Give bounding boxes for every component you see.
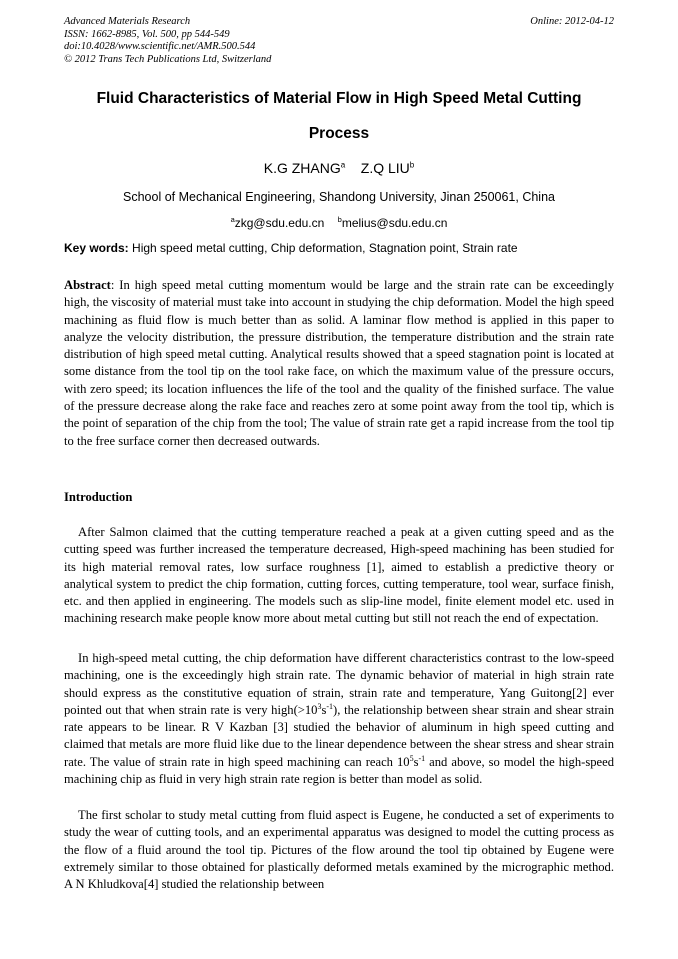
superscript: 5 (409, 753, 414, 763)
section-heading: Introduction (64, 490, 133, 504)
keywords-text: High speed metal cutting, Chip deformation, Stagnation point, Strain rate (132, 241, 518, 255)
paragraph-text: s (321, 702, 327, 717)
paragraph: After Salmon claimed that the cutting temperature reached a peak at a given cutting speed and as the cutting speed was further increased the temperature decreased, High-speed machining has been studied for its high material removal rates, low surface roughness [1], aimed to establish a predictive theory or analytical system to predict the chip formation, cutting forces, cutting temperature, tool wear, surface finish, etc. and then applied in engineering. The models such as slip-line model, finite element model etc. used in machining research make people know more about metal cutting but still not reach the end of expectation. (64, 525, 614, 626)
paragraph-text: and above, so model the high-speed machining chip as fluid in very high strain rate region is better than model as solid. (64, 754, 614, 787)
author-emails (64, 215, 614, 230)
author-list (64, 160, 614, 176)
email-link[interactable]: melius@sdu.edu.cn (341, 216, 448, 230)
paper-title-line1: Fluid Characteristics of Material Flow in High Speed Metal Cutting (96, 90, 582, 107)
paragraph-text: s (413, 754, 419, 769)
abstract-text: : In high speed metal cutting momentum would be large and the strain rate can be exceedingly high, the viscosity of material must take into account in studying the chip deformation. Model the high speed machining as fluid flow is much better than as solid. A laminar flow method is applied in this paper to analyze the velocity distribution, the pressure distribution, the temperature distribution and the strain rate distribution of high speed metal cutting. Analytical results showed that a speed stagnation point is located at some distance from the tool tip on the tool rake face, on which the maximum value of the pressure occurs, with zero speed; its location influences the life of the tool and the quality of the finished surface. The value of the pressure decrease along the rake face and reaches zero at some point away from the tool tip, which is the point of separation of the chip from the tool; The value of strain rate get a rapid increase from the tool tip to the free surface corner then decreased outwards. (64, 278, 614, 448)
doi-line: doi:10.4028/www.scientific.net/AMR.500.544 (64, 41, 256, 52)
abstract-label: Abstract (64, 278, 111, 292)
email-mark: a (230, 215, 235, 224)
journal-name: Advanced Materials Research (64, 16, 191, 27)
paper-title-line2: Process (308, 125, 370, 142)
paragraph: The first scholar to study metal cutting from fluid aspect is Eugene, he conducted a set of experiments to study the wear of cutting tools, and an experimental apparatus was designed to model the cutting process as the flow of a fluid around the tool tip. Pictures of the flow around the tool tip obtained by Eugene were extremely similar to those obtained for plastically deformed metals examined by the micrographic method. A N Khludkova[4] studied the relationship between (64, 808, 614, 892)
copyright-line: © 2012 Trans Tech Publications Ltd, Switzerland (64, 53, 272, 65)
superscript: -1 (326, 701, 334, 711)
online-date: Online: 2012-04-12 (530, 16, 614, 27)
superscript: -1 (418, 753, 426, 763)
abstract (64, 277, 614, 450)
journal-header (64, 16, 271, 66)
keywords (64, 241, 614, 255)
author-name: Z.Q LIU (360, 160, 410, 176)
paragraph-text: In high-speed metal cutting, the chip deformation have different characteristics contrast to the low-speed machining, one is the exceedingly high strain rate. The dynamic behavior of material in high strain rate should express as the constitutive equation of strain, strain rate and temperature, Yang Guitong[2] ever pointed out that when strain rate is very high(>10 (64, 651, 614, 717)
affiliation: School of Mechanical Engineering, Shandong University, Jinan 250061, China (123, 190, 555, 204)
paragraph (64, 650, 614, 788)
paragraph-text: ), the relationship between shear strain and shear strain rate appears to be linear. R V Kazban [3] studied the behavior of aluminum in high speed cutting and claimed that metals are more fluid like due to the linear dependence between the shear stress and shear strain rate. The value of strain rate in high speed machining can reach 10 (64, 702, 614, 769)
superscript: 3 (317, 701, 322, 711)
email-mark: b (337, 215, 342, 224)
keywords-label: Key words: (64, 241, 129, 255)
issn-line: ISSN: 1662-8985, Vol. 500, pp 544-549 (64, 28, 230, 40)
author-name: K.G ZHANG (263, 160, 341, 176)
author-affil-mark: b (409, 160, 415, 170)
author-affil-mark: a (340, 160, 346, 170)
email-link[interactable]: zkg@sdu.edu.cn (234, 216, 325, 230)
